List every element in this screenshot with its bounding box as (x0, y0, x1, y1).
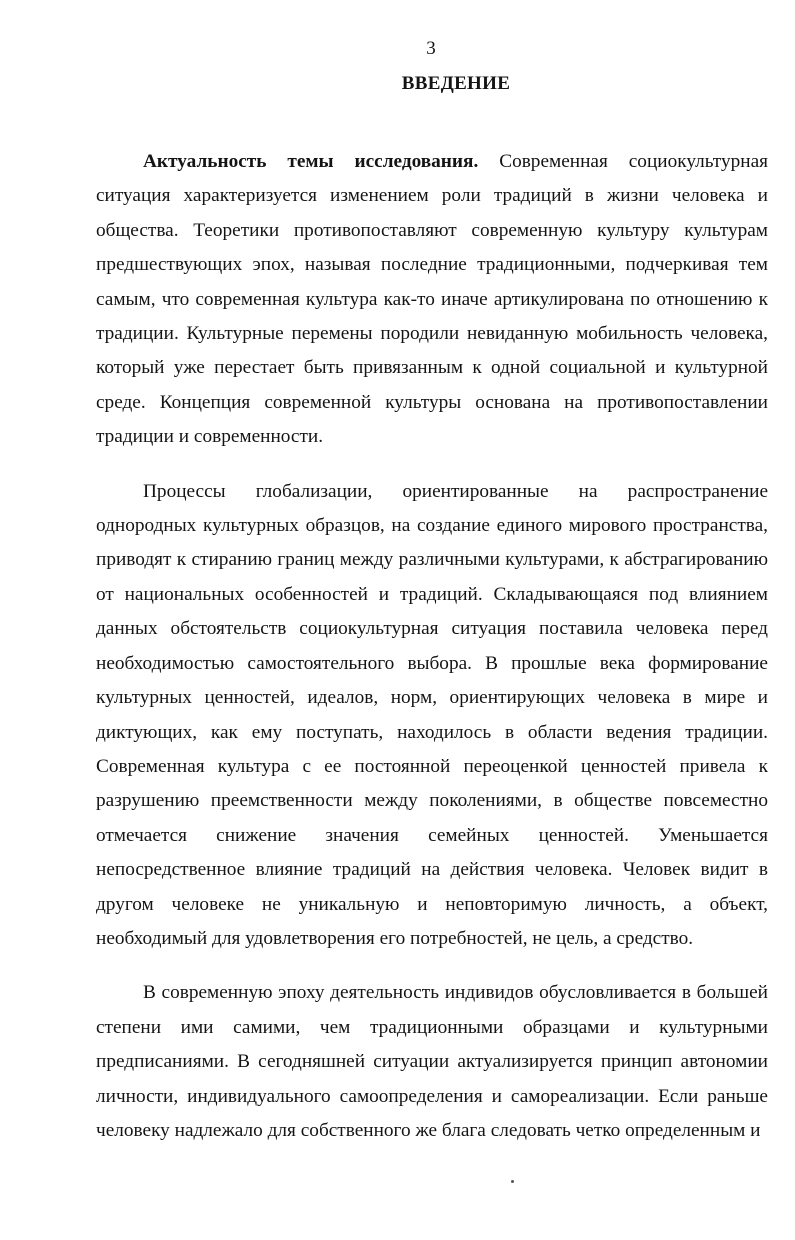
paragraph-relevance (96, 145, 768, 455)
page-number: 3 (426, 38, 436, 59)
section-heading: ВВЕДЕНИЕ (401, 73, 511, 94)
body-text (96, 145, 768, 1168)
scan-speck (511, 1180, 514, 1183)
paragraph-text: Современная социокультурная ситуация характеризуется изменением роли традиций в жизни человека и общества. Теоретики противопоставляют современную культуру культурам предшествующих эпох, называя последние традиционными, подчеркивая тем самым, что современная культура как-то иначе артикулирована по отношению к традиции. Культурные перемены породили невиданную мобильность человека, который уже перестает быть привязанным к одной социальной и культурной среде. Концепция современной культуры основана на противопоставлении традиции и современности. (96, 151, 768, 448)
paragraph-lead: Актуальность темы исследования. (143, 151, 479, 172)
paragraph-globalization: Процессы глобализации, ориентированные на распространение однородных культурных образцов, на создание единого мирового пространства, приводят к стиранию границ между различными культурами, к абстрагированию от национальных особенностей и традиций. Складывающаяся под влиянием данных обстоятельств социокультурная ситуация поставила человека перед необходимостью самостоятельного выбора. В прошлые века формирование культурных ценностей, идеалов, норм, ориентирующих человека в мире и диктующих, как ему поступать, находилось в области ведения традиции. Современная культура с ее постоянной переоценкой ценностей привела к разрушению преемственности между поколениями, в обществе повсеместно отмечается снижение значения семейных ценностей. Уменьшается непосредственное влияние традиций на действия человека. Человек видит в другом человеке не уникальную и неповторимую личность, а объект, необходимый для удовлетворения его потребностей, не цель, а средство. (96, 480, 768, 949)
paragraph-modern-epoch: В современную эпоху деятельность индивидов обусловливается в большей степени ими самими, чем традиционными образцами и культурными предписаниями. В сегодняшней ситуации актуализируется принцип автономии личности, индивидуального самоопределения и самореализации. Если раньше человеку надлежало для собственного же блага следовать четко определенным и (96, 982, 768, 1141)
